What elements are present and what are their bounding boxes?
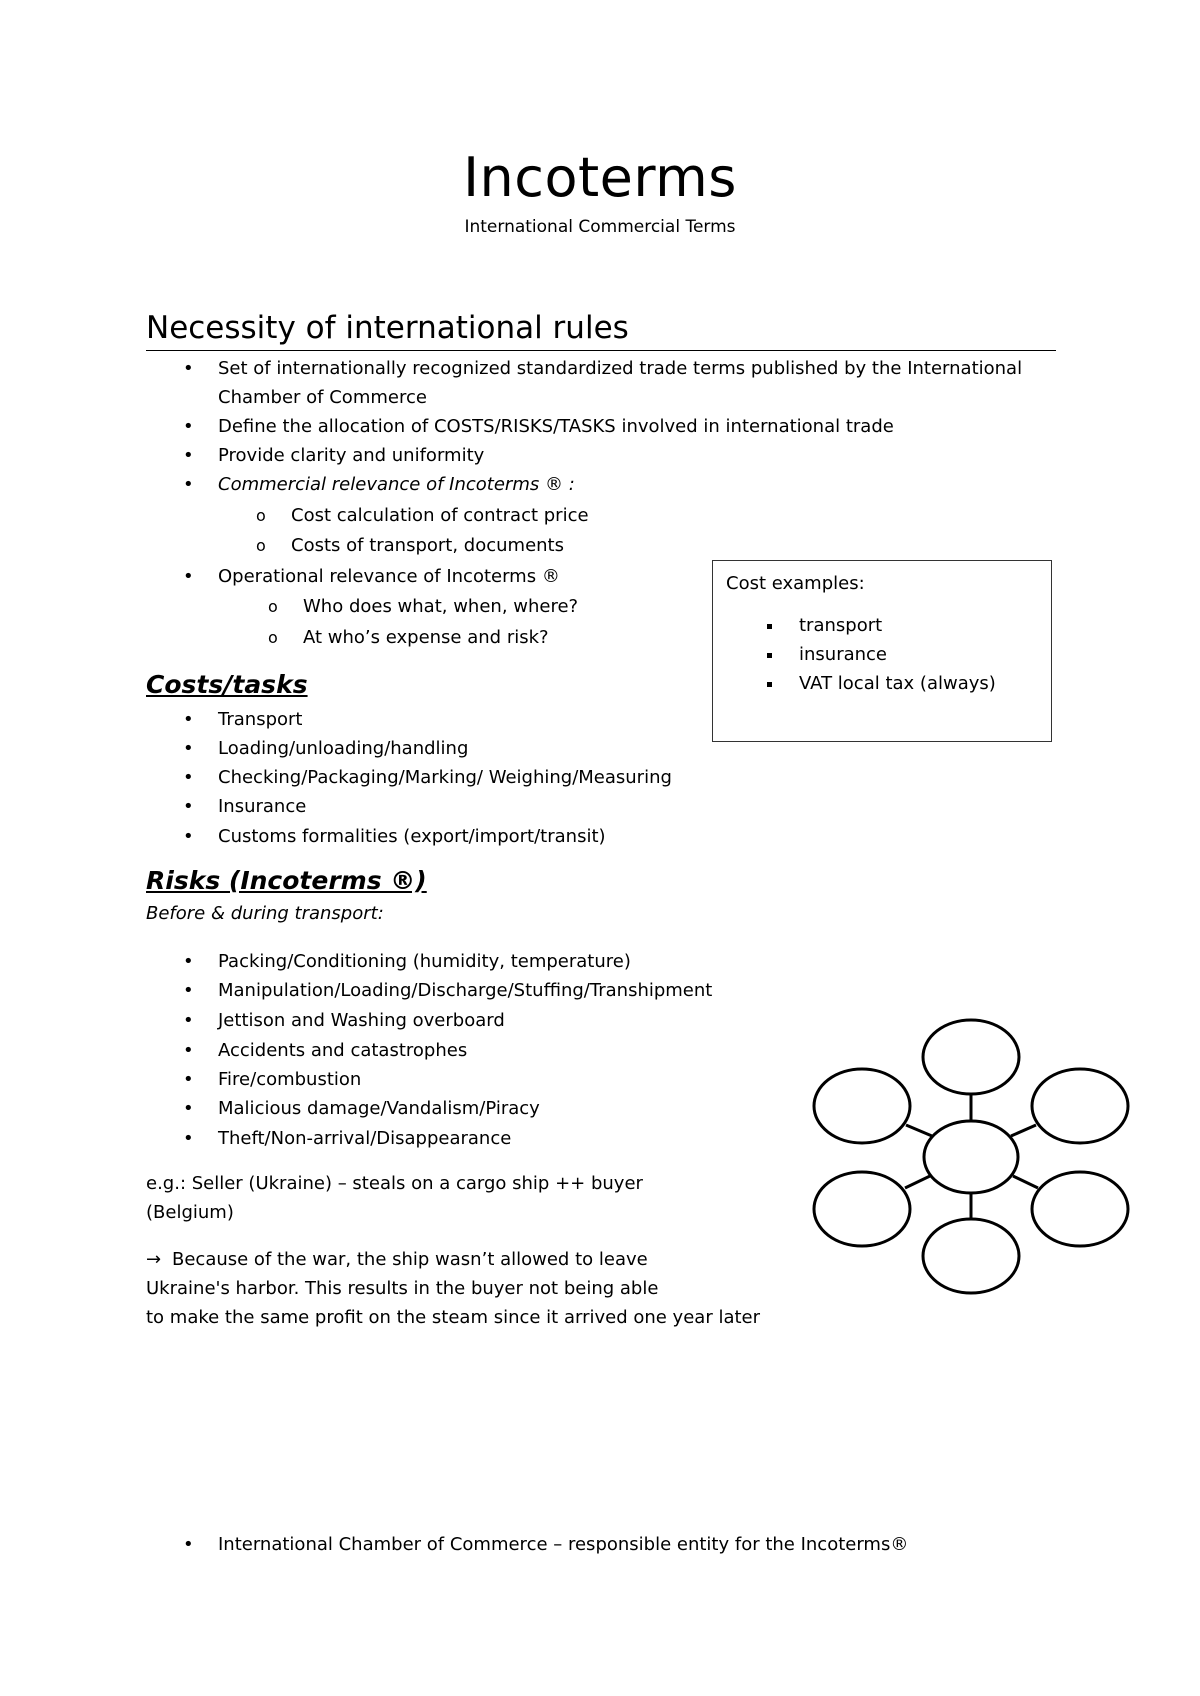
- diagram-node-lower-right: [1032, 1172, 1128, 1246]
- list-item: Theft/Non-arrival/Disappearance: [218, 1128, 512, 1149]
- bullet-icon: •: [183, 445, 194, 466]
- list-item: Insurance: [218, 796, 307, 817]
- bullet-icon: •: [183, 1069, 194, 1090]
- bullet-icon: •: [183, 1010, 194, 1031]
- page-title: Incoterms: [463, 146, 737, 209]
- diagram-node-top: [923, 1020, 1019, 1094]
- bullet-icon: •: [183, 1128, 194, 1149]
- bullet-icon: •: [183, 416, 194, 437]
- list-item: Manipulation/Loading/Discharge/Stuffing/Transhipment: [218, 980, 713, 1001]
- hub-diagram: [808, 1018, 1138, 1298]
- risks-intro: Before & during transport:: [146, 903, 384, 924]
- sub-bullet-icon: o: [256, 506, 266, 525]
- bullet-icon: •: [183, 566, 194, 587]
- list-item: Transport: [218, 709, 303, 730]
- square-bullet-icon: [767, 653, 772, 658]
- diagram-connector: [905, 1176, 930, 1188]
- sub-bullet-icon: o: [256, 536, 266, 555]
- section-heading-risks: Risks (Incoterms ®): [146, 866, 427, 895]
- list-item: Operational relevance of Incoterms ®: [218, 566, 560, 587]
- list-item: Provide clarity and uniformity: [218, 445, 485, 466]
- example-text: (Belgium): [146, 1202, 234, 1223]
- page-subtitle: International Commercial Terms: [464, 217, 736, 237]
- sub-list-item: Who does what, when, where?: [303, 596, 579, 617]
- bullet-icon: •: [183, 358, 194, 379]
- diagram-connector: [1011, 1125, 1036, 1136]
- bullet-icon: •: [183, 951, 194, 972]
- list-item: Customs formalities (export/import/transit): [218, 826, 606, 847]
- list-item-continuation: Chamber of Commerce: [218, 387, 427, 408]
- result-text: Ukraine's harbor. This results in the buyer not being able: [146, 1278, 659, 1299]
- cost-examples-box: [712, 560, 1052, 742]
- bullet-icon: •: [183, 738, 194, 759]
- list-item: Commercial relevance of Incoterms ® :: [218, 474, 575, 495]
- bullet-icon: •: [183, 767, 194, 788]
- cost-example-item: insurance: [799, 644, 888, 665]
- list-item: Checking/Packaging/Marking/ Weighing/Measuring: [218, 767, 672, 788]
- diagram-node-upper-left: [814, 1069, 910, 1143]
- diagram-node-upper-right: [1032, 1069, 1128, 1143]
- list-item: Define the allocation of COSTS/RISKS/TASKS involved in international trade: [218, 416, 894, 437]
- list-item: Fire/combustion: [218, 1069, 362, 1090]
- list-item: International Chamber of Commerce – responsible entity for the Incoterms®: [218, 1534, 909, 1555]
- sub-list-item: Costs of transport, documents: [291, 535, 564, 556]
- list-item: Packing/Conditioning (humidity, temperature): [218, 951, 631, 972]
- square-bullet-icon: [767, 624, 772, 629]
- cost-examples-title: Cost examples:: [726, 573, 865, 594]
- diagram-node-bottom: [923, 1219, 1019, 1293]
- bullet-icon: •: [183, 980, 194, 1001]
- diagram-connector: [906, 1125, 932, 1136]
- bullet-icon: •: [183, 826, 194, 847]
- diagram-node-center: [924, 1121, 1018, 1193]
- arrow-icon: →: [146, 1249, 162, 1270]
- bullet-icon: •: [183, 1534, 194, 1555]
- section-heading-necessity: Necessity of international rules: [146, 306, 1056, 351]
- sub-list-item: At who’s expense and risk?: [303, 627, 549, 648]
- example-text: e.g.: Seller (Ukraine) – steals on a cargo ship ++ buyer: [146, 1173, 643, 1194]
- list-item: Malicious damage/Vandalism/Piracy: [218, 1098, 540, 1119]
- bullet-icon: •: [183, 709, 194, 730]
- list-item: Set of internationally recognized standardized trade terms published by the International: [218, 358, 1023, 379]
- result-text: to make the same profit on the steam since it arrived one year later: [146, 1307, 761, 1328]
- list-item: Loading/unloading/handling: [218, 738, 469, 759]
- list-item: Accidents and catastrophes: [218, 1040, 468, 1061]
- sub-bullet-icon: o: [268, 628, 278, 647]
- cost-example-item: transport: [799, 615, 883, 636]
- diagram-node-lower-left: [814, 1172, 910, 1246]
- sub-bullet-icon: o: [268, 597, 278, 616]
- section-heading-costs: Costs/tasks: [146, 670, 308, 699]
- list-item: Jettison and Washing overboard: [218, 1010, 505, 1031]
- square-bullet-icon: [767, 682, 772, 687]
- bullet-icon: •: [183, 796, 194, 817]
- bullet-icon: •: [183, 1098, 194, 1119]
- sub-list-item: Cost calculation of contract price: [291, 505, 589, 526]
- bullet-icon: •: [183, 1040, 194, 1061]
- bullet-icon: •: [183, 474, 194, 495]
- cost-example-item: VAT local tax (always): [799, 673, 996, 694]
- result-text: Because of the war, the ship wasn’t allowed to leave: [172, 1249, 648, 1270]
- diagram-connector: [1013, 1176, 1038, 1188]
